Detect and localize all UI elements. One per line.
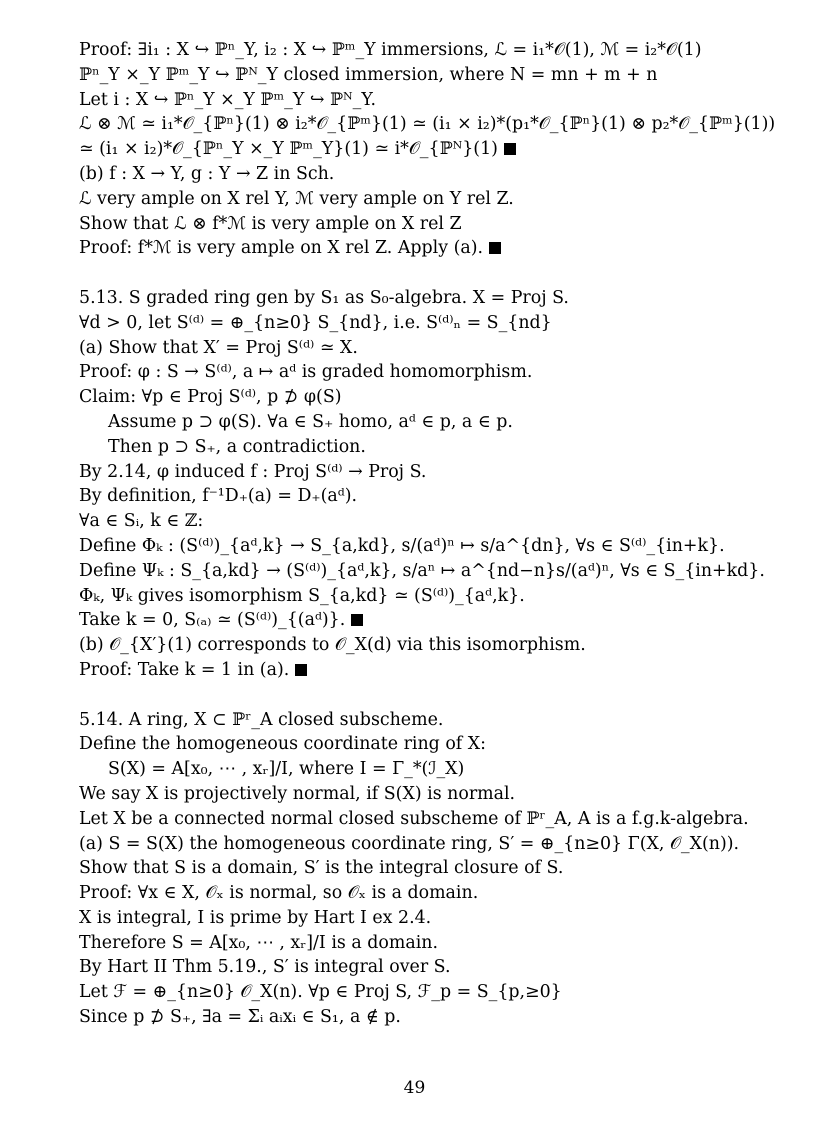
text-line: Proof: f*ℳ is very ample on X rel Z. Apply (a). (79, 236, 759, 261)
text-line: Since p ⊅ S₊, ∃a = Σᵢ aᵢxᵢ ∈ S₁, a ∉ p. (79, 1007, 401, 1028)
text-line: Let ℱ = ⊕_{n≥0} 𝒪_X(n). ∀p ∈ Proj S, ℱ_p = S_{p,≥0} (79, 982, 562, 1003)
text-line: Define the homogeneous coordinate ring of X: (79, 734, 487, 755)
text-line: (b) f : X → Y, g : Y → Z in Sch. (79, 163, 335, 184)
text-line: (a) S = S(X) the homogeneous coordinate ring, S′ = ⊕_{n≥0} Γ(X, 𝒪_X(n)). (79, 833, 740, 854)
text-line: ℒ very ample on X rel Y, ℳ very ample on Y rel Z. (79, 188, 514, 209)
text-line: Claim: ∀p ∈ Proj S⁽ᵈ⁾, p ⊅ φ(S) (79, 387, 342, 408)
text-line: Therefore S = A[x₀, ⋯ , xᵣ]/I is a domain. (79, 932, 438, 953)
text-line: By definition, f⁻¹D₊(a) = D₊(aᵈ). (79, 486, 358, 507)
text-line: Define Ψₖ : S_{a,kd} → (S⁽ᵈ⁾)_{aᵈ,k}, s/aⁿ ↦ a^{nd−n}s/(aᵈ)ⁿ, ∀s ∈ S_{in+kd}. (79, 560, 765, 581)
text-line: We say X is projectively normal, if S(X) is normal. (79, 783, 516, 804)
text-line: Proof: ∀x ∈ X, 𝒪ₓ is normal, so 𝒪ₓ is a domain. (79, 883, 479, 904)
qed-square-icon (295, 664, 307, 676)
text-line: By 2.14, φ induced f : Proj S⁽ᵈ⁾ → Proj S. (79, 461, 427, 482)
text-line: Show that ℒ ⊗ f*ℳ is very ample on X rel Z (79, 213, 462, 234)
text-line: S(X) = A[x₀, ⋯ , xᵣ]/I, where I = Γ_*(ℐ_X) (108, 759, 465, 780)
text-line: ∀d > 0, let S⁽ᵈ⁾ = ⊕_{n≥0} S_{nd}, i.e. S⁽ᵈ⁾ₙ = S_{nd} (79, 312, 552, 333)
qed-square-icon (351, 614, 363, 626)
text-line: ∀a ∈ Sᵢ, k ∈ ℤ: (79, 511, 204, 532)
text-line: Define Φₖ : (S⁽ᵈ⁾)_{aᵈ,k} → S_{a,kd}, s/(aᵈ)ⁿ ↦ s/a^{dn}, ∀s ∈ S⁽ᵈ⁾_{in+k}. (79, 535, 725, 556)
text-line: X is integral, I is prime by Hart I ex 2.4. (79, 907, 432, 928)
page-number: 49 (403, 1078, 426, 1098)
text-line: Proof: φ : S → S⁽ᵈ⁾, a ↦ aᵈ is graded homomorphism. (79, 362, 533, 383)
text-line: (a) Show that X′ = Proj S⁽ᵈ⁾ ≃ X. (79, 337, 358, 358)
text-line: Let X be a connected normal closed subscheme of ℙʳ_A, A is a f.g.k-algebra. (79, 808, 749, 829)
qed-square-icon (489, 242, 501, 254)
text-line: (b) 𝒪_{X′}(1) corresponds to 𝒪_X(d) via this isomorphism. (79, 635, 586, 656)
page-body (79, 38, 776, 1030)
text-line: Then p ⊃ S₊, a contradiction. (108, 436, 366, 457)
paragraph-gap (79, 683, 759, 708)
text-line: Assume p ⊃ φ(S). ∀a ∈ S₊ homo, aᵈ ∈ p, a ∈ p. (108, 411, 513, 432)
paragraph-gap (79, 261, 759, 286)
text-line: ≃ (i₁ × i₂)*𝒪_{ℙⁿ_Y ×_Y ℙᵐ_Y}(1) ≃ i*𝒪_{ℙᴺ}(1) (79, 137, 759, 162)
section-heading-line: 5.13. S graded ring gen by S₁ as S₀-algebra. X = Proj S. (79, 287, 569, 308)
text-line: By Hart II Thm 5.19., S′ is integral over S. (79, 957, 451, 978)
text-line: ℒ ⊗ ℳ ≃ i₁*𝒪_{ℙⁿ}(1) ⊗ i₂*𝒪_{ℙᵐ}(1) ≃ (i₁ × i₂)*(p₁*𝒪_{ℙⁿ}(1) ⊗ p₂*𝒪_{ℙᵐ}(1)) (79, 114, 776, 135)
qed-square-icon (504, 143, 516, 155)
text-line: ℙⁿ_Y ×_Y ℙᵐ_Y ↪ ℙᴺ_Y closed immersion, where N = mn + m + n (79, 64, 658, 85)
text-line: Take k = 0, S₍ₐ₎ ≃ (S⁽ᵈ⁾)_{(aᵈ)}. (79, 608, 759, 633)
text-line: Proof: Take k = 1 in (a). (79, 658, 759, 683)
text-line: Let i : X ↪ ℙⁿ_Y ×_Y ℙᵐ_Y ↪ ℙᴺ_Y. (79, 89, 377, 110)
text-line: Show that S is a domain, S′ is the integral closure of S. (79, 858, 564, 879)
text-line: Proof: ∃i₁ : X ↪ ℙⁿ_Y, i₂ : X ↪ ℙᵐ_Y immersions, ℒ = i₁*𝒪(1), ℳ = i₂*𝒪(1) (79, 40, 702, 60)
section-heading-line: 5.14. A ring, X ⊂ ℙʳ_A closed subscheme. (79, 709, 444, 730)
text-line: Φₖ, Ψₖ gives isomorphism S_{a,kd} ≃ (S⁽ᵈ⁾)_{aᵈ,k}. (79, 585, 525, 606)
